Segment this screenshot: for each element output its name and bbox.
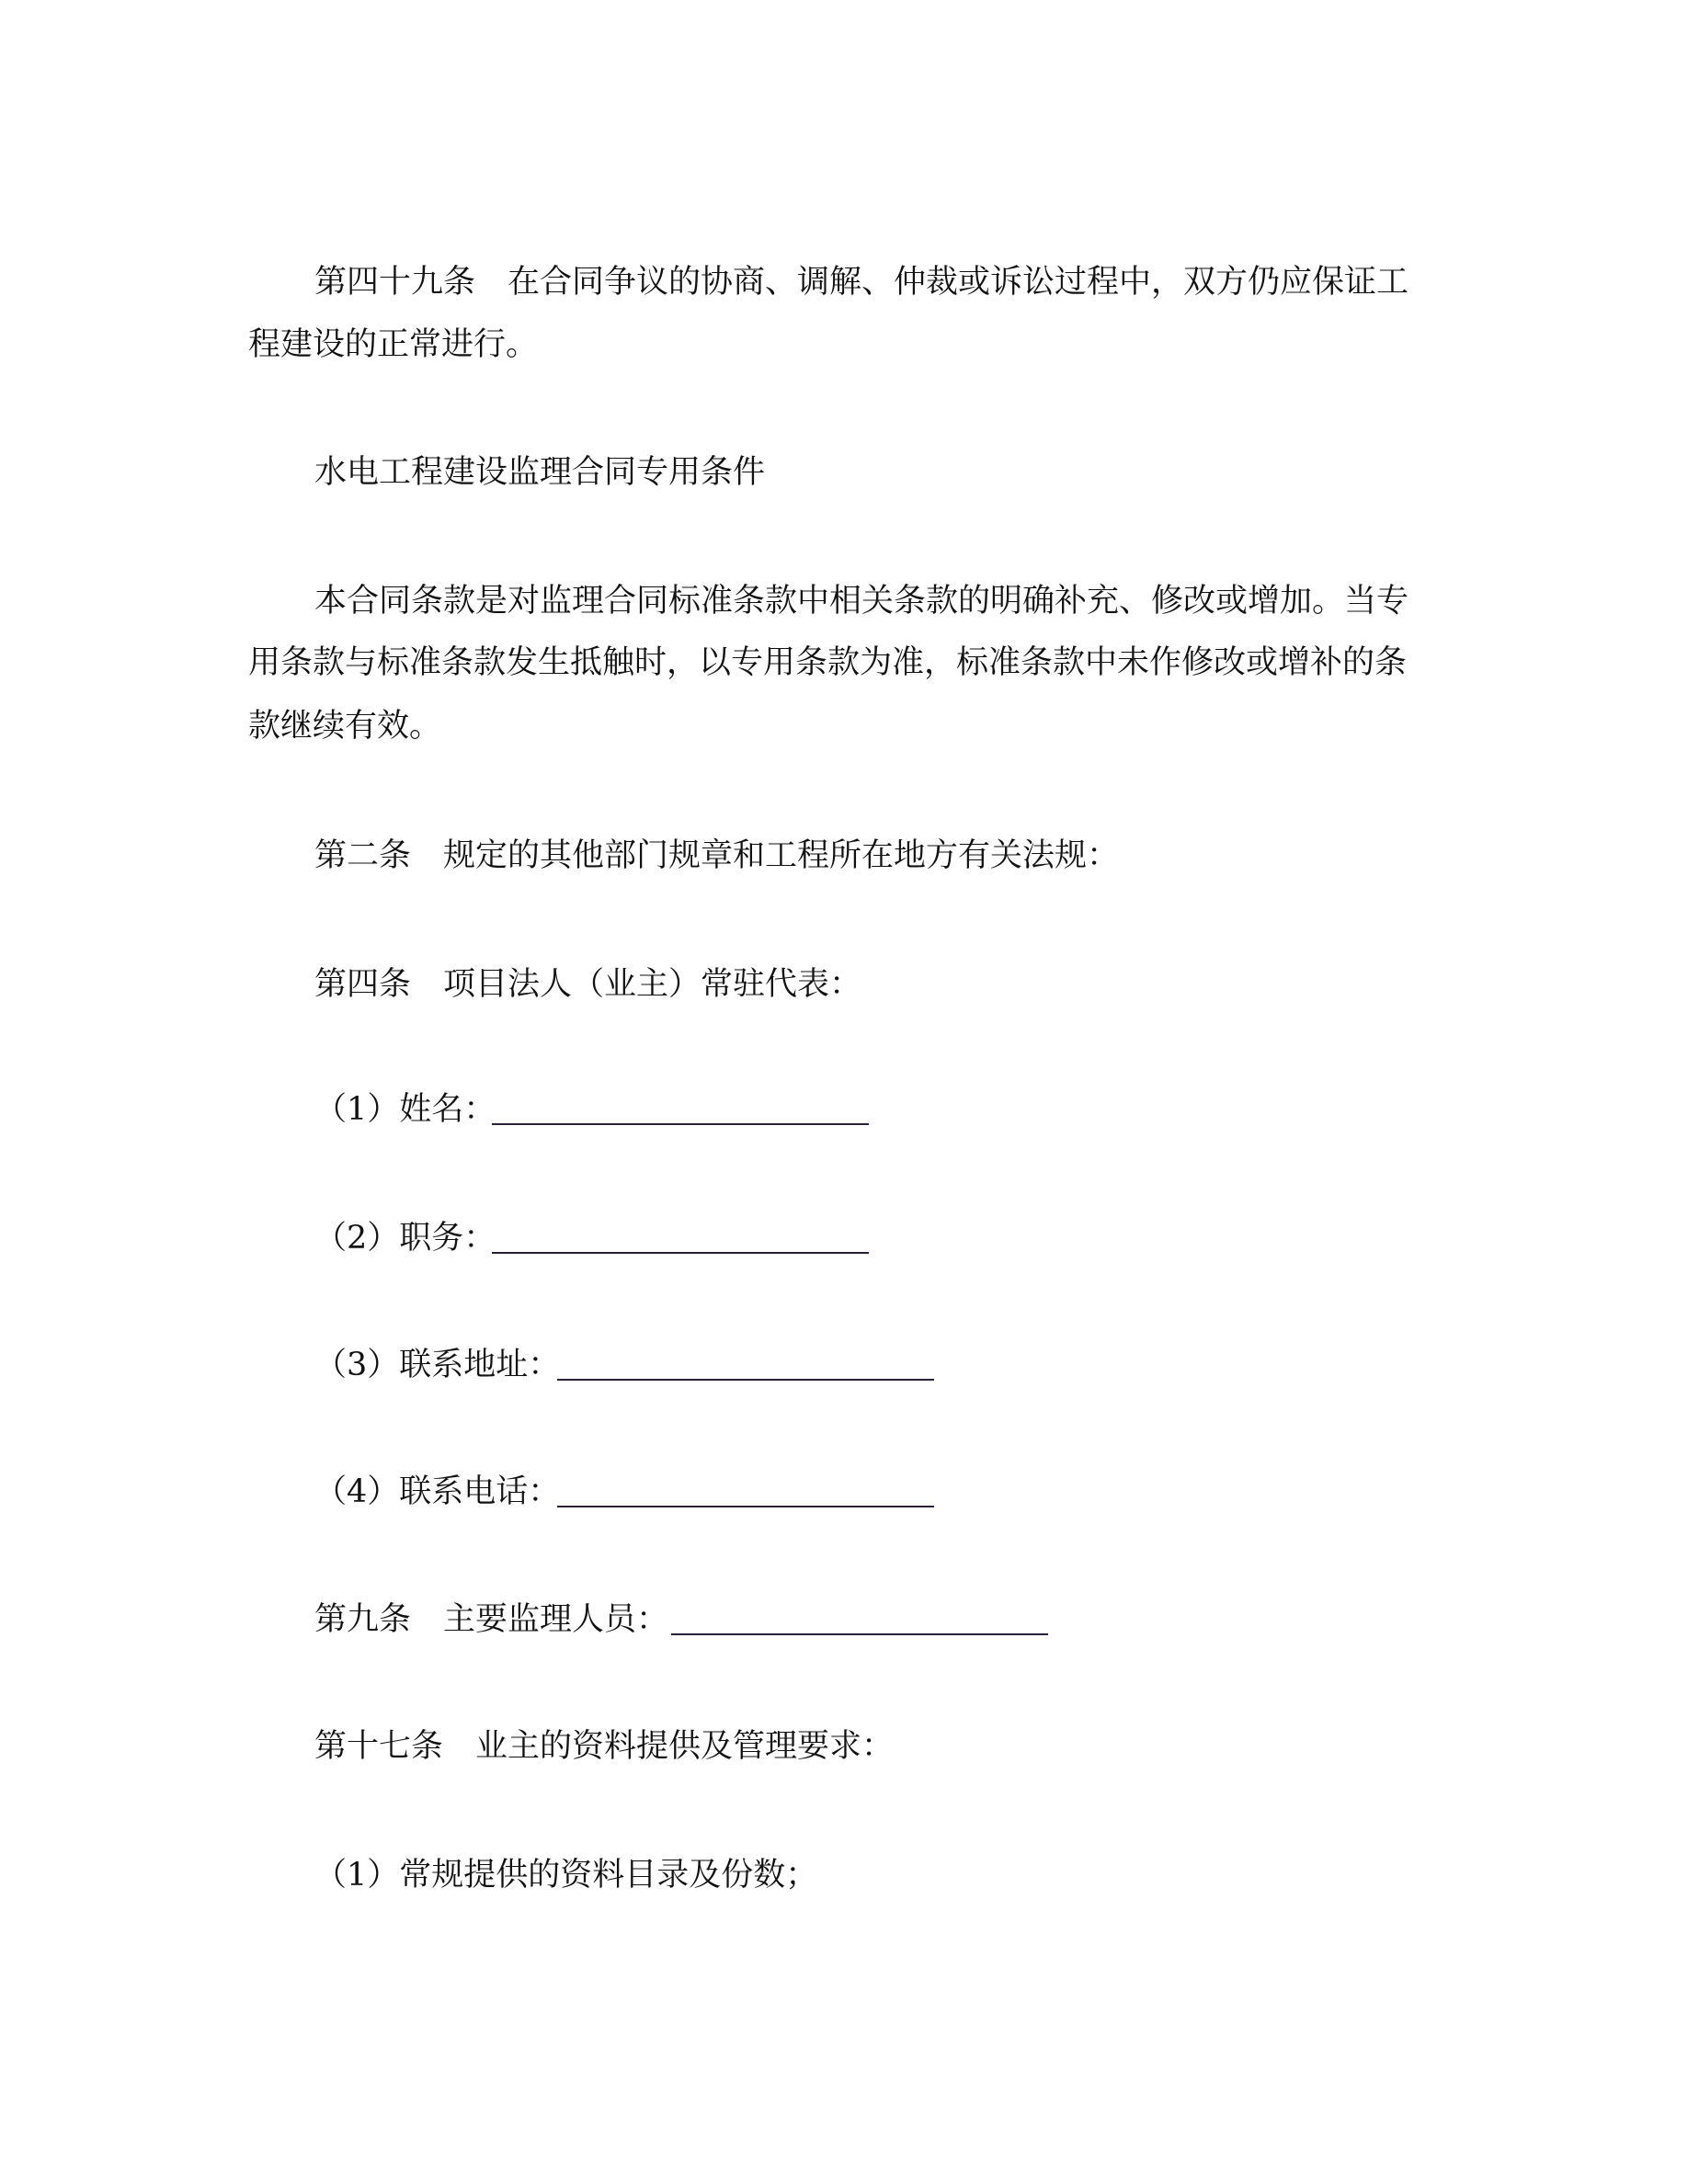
article4: 第四条 项目法人（业主）常驻代表：: [314, 966, 862, 1003]
field-name-label: （1）姓名：: [314, 1091, 496, 1128]
preamble-line1: 本合同条款是对监理合同标准条款中相关条款的明确补充、修改或增加。当专: [314, 583, 1409, 620]
article17: 第十七条 业主的资料提供及管理要求：: [314, 1728, 895, 1765]
field-phone-label: （4）联系电话：: [314, 1473, 561, 1510]
field-position-blank[interactable]: [492, 1252, 869, 1254]
article49-line2: 程建设的正常进行。: [248, 326, 539, 363]
field-address-blank[interactable]: [557, 1379, 934, 1381]
preamble-line3: 款继续有效。: [248, 708, 442, 745]
field-address-label: （3）联系地址：: [314, 1347, 561, 1383]
article9-blank[interactable]: [671, 1633, 1048, 1635]
article2: 第二条 规定的其他部门规章和工程所在地方有关法规：: [314, 837, 1120, 874]
article17-item1: （1）常规提供的资料目录及份数；: [314, 1857, 818, 1894]
article49-line1: 第四十九条 在合同争议的协商、调解、仲裁或诉讼过程中，双方仍应保证工: [314, 264, 1409, 301]
field-position-label: （2）职务：: [314, 1220, 496, 1257]
special-conditions-title: 水电工程建设监理合同专用条件: [314, 454, 766, 491]
field-name-blank[interactable]: [492, 1123, 869, 1125]
article9-label: 第九条 主要监理人员：: [314, 1601, 669, 1638]
field-phone-blank[interactable]: [557, 1506, 934, 1507]
preamble-line2: 用条款与标准条款发生抵触时，以专用条款为准，标准条款中未作修改或增补的条: [248, 644, 1408, 681]
